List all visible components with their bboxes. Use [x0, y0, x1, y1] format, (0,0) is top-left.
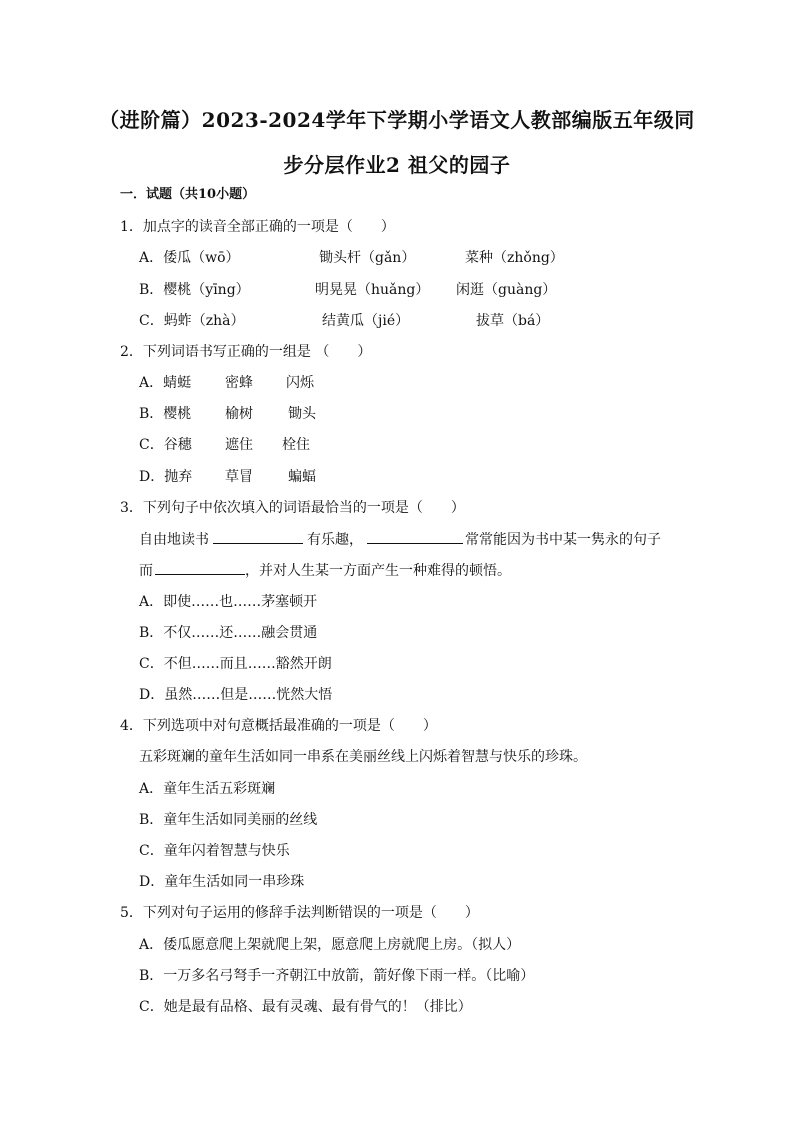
question-4-stem: 4．下列选项中对句意概括最准确的一项是（ ）	[120, 718, 437, 734]
question-5-option-b: B．一万多名弓弩手一齐朝江中放箭，箭好像下雨一样。（比喻）	[139, 968, 535, 984]
sentence-part-5: ，并对人生某一方面产生一种难得的顿悟。	[245, 563, 511, 579]
question-3-sentence-line-1	[139, 529, 661, 550]
question-3-option-c: C．不但……而且……豁然开朗	[139, 656, 332, 672]
option-a-word-1: A．蜻蜓	[139, 375, 192, 391]
option-b-item-1: B．樱桃（yīng）	[139, 282, 250, 298]
option-b-word-3: 锄头	[288, 406, 316, 422]
section-heading: 一．试题（共10小题）	[120, 187, 256, 202]
question-4-option-b: B．童年生活如同美丽的丝线	[139, 812, 318, 828]
question-1-stem: 1．加点字的读音全部正确的一项是（ ）	[120, 219, 395, 235]
option-c-item-3: 拔草（bá）	[476, 313, 550, 329]
sentence-part-4: 而	[139, 563, 153, 579]
option-b-item-3: 闲逛（guàng）	[456, 282, 557, 298]
sentence-part-2: 有乐趣，	[307, 532, 363, 548]
question-3-option-a: A．即使……也……茅塞顿开	[139, 594, 318, 610]
option-a-word-2: 密蜂	[225, 375, 253, 391]
sentence-part-1: 自由地读书	[139, 532, 209, 548]
question-3-sentence-line-2	[139, 560, 511, 581]
fill-blank-1	[213, 529, 303, 544]
question-5-option-a: A．倭瓜愿意爬上架就爬上架，愿意爬上房就爬上房。（拟人）	[139, 937, 521, 953]
question-2-stem: 2．下列词语书写正确的一组是 （ ）	[120, 344, 372, 360]
option-b-word-1: B．樱桃	[139, 406, 192, 422]
option-c-word-1: C．谷穗	[139, 437, 192, 453]
document-title-line-1: （进阶篇）2023-2024学年下学期小学语文人教部编版五年级同	[99, 108, 695, 132]
question-5-stem: 5．下列对句子运用的修辞手法判断错误的一项是（ ）	[120, 905, 479, 921]
option-d-word-2: 草冒	[225, 469, 253, 485]
option-b-word-2: 榆树	[225, 406, 253, 422]
option-b-item-2: 明晃晃（huǎng）	[315, 282, 430, 298]
question-4-option-a: A．童年生活五彩斑斓	[139, 781, 276, 797]
question-4-option-c: C．童年闪着智慧与快乐	[139, 843, 290, 859]
question-5-option-c: C．她是最有品格、最有灵魂、最有骨气的！（排比）	[139, 999, 472, 1015]
question-3-stem: 3．下列句子中依次填入的词语最恰当的一项是（ ）	[120, 500, 465, 516]
option-a-item-1: A．倭瓜（wō）	[139, 250, 240, 266]
option-d-word-3: 蝙蝠	[288, 469, 316, 485]
option-a-item-2: 锄头杆（gǎn）	[319, 250, 416, 266]
document-title-line-2: 步分层作业2 祖父的园子	[283, 153, 511, 177]
option-c-word-2: 遮住	[225, 437, 253, 453]
question-4-sentence: 五彩斑斓的童年生活如同一串系在美丽丝线上闪烁着智慧与快乐的珍珠。	[139, 749, 587, 765]
fill-blank-3	[155, 560, 245, 575]
option-d-word-1: D．抛弃	[139, 469, 193, 485]
question-4-option-d: D．童年生活如同一串珍珠	[139, 874, 305, 890]
option-c-item-2: 结黄瓜（jié）	[322, 313, 410, 329]
option-c-item-1: C．蚂蚱（zhà）	[139, 313, 245, 329]
option-a-item-3: 菜种（zhǒng）	[465, 250, 564, 266]
option-c-word-3: 栓住	[282, 437, 310, 453]
fill-blank-2	[367, 529, 463, 544]
question-3-option-d: D．虽然……但是……恍然大悟	[139, 687, 333, 703]
question-3-option-b: B．不仅……还……融会贯通	[139, 625, 318, 641]
sentence-part-3: 常常能因为书中某一隽永的句子	[465, 532, 661, 548]
option-a-word-3: 闪烁	[286, 375, 314, 391]
